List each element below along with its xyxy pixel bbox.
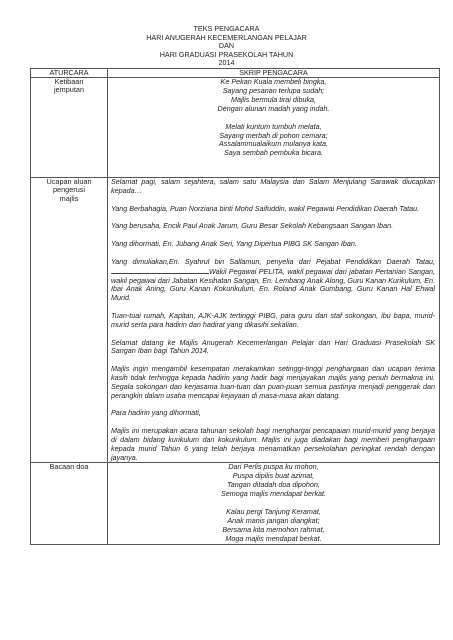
row-label-line: pengerusi xyxy=(52,185,86,195)
script-table xyxy=(30,68,440,545)
table-row xyxy=(31,178,440,463)
pantun-line: Anak manis jangan diangkat; xyxy=(227,515,320,525)
row-label-line: Ucapan aluan xyxy=(46,177,92,186)
row-label-line: majlis xyxy=(59,193,79,203)
pantun-line: Dari Perlis puspa ku mohon, xyxy=(228,462,319,472)
row-label-line: jemputan xyxy=(53,85,85,95)
document-header xyxy=(0,25,453,68)
pantun-line: Tangan ditadah doa dipohon, xyxy=(227,480,320,490)
pantun-line: Sayang pesanan terlupa sudah; xyxy=(222,85,325,95)
pantun-line: Sayang merbah di pohon cemara; xyxy=(219,130,328,140)
table-row xyxy=(31,463,440,544)
row-label xyxy=(31,78,108,178)
col-header-aturcara: ATURCARA xyxy=(31,69,108,78)
pantun-line: Semoga majlis mendapat berkat. xyxy=(220,489,327,499)
pantun-line: Dengan alunan madah yang indah. xyxy=(217,103,330,113)
pantun-line: Ke Pekan Kuala membeli bingka, xyxy=(220,77,327,86)
pantun-line: Kalau pergi Tanjung Keramat, xyxy=(226,506,321,516)
pantun-cell xyxy=(108,78,440,178)
pantun-line: Bersama kita memohon rahmat, xyxy=(222,524,325,534)
speech-paragraph: Majlis ini merupakan acara tahunan sekolah bagi menghargai pencapaian murid-murid yang berjaya di dalam bidang kurikulum dan kokurikulum. Majlis ini juga diadakan bagi memberi penghargaan kepada murid Tahun 6 yang telah berjaya menamatkan persekolahan peringkat rendah dengan jayanya. xyxy=(111,426,435,462)
header-year: 2014 xyxy=(218,58,235,68)
header-event-line1: HARI ANUGERAH KECEMERLANGAN PELAJAR xyxy=(146,32,307,42)
pantun-cell xyxy=(108,463,440,544)
row-label xyxy=(31,463,108,544)
pantun-line: Moga majlis mendapat berkat. xyxy=(225,533,322,543)
speech-paragraph: Yang dihormati, En. Jubang Anak Seri, Yang Dipertua PIBG SK Sangan Iban. xyxy=(111,239,357,249)
speech-cell xyxy=(108,178,440,463)
col-header-skrip: SKRIP PENGACARA xyxy=(108,69,440,78)
row-label-line: Ketibaan xyxy=(54,77,84,86)
speech-text: Yang dimuliakan,En. Syahrul bin Sallamun, penyelia dari Pejabat Pendidikan Daerah Tatau, xyxy=(111,256,435,266)
pantun-line: Melati kuntum tumbuh melata, xyxy=(225,121,322,131)
row-label xyxy=(31,178,108,463)
speech-paragraph: Yang berusaha, Encik Paul Anak Jarum, Guru Besar Sekolah Kebangsaan Sangan Iban. xyxy=(111,221,394,231)
speech-paragraph xyxy=(108,258,439,303)
header-event-line2: HARI GRADUASI PRASEKOLAH TAHUN xyxy=(159,49,294,59)
speech-paragraph: Para hadirin yang dihormati, xyxy=(111,408,201,418)
header-and: DAN xyxy=(218,41,235,51)
fill-in-blank xyxy=(111,267,209,274)
speech-paragraph: Selamat pagi, salam sejahtera, salam satu Malaysia dan Salam Menjulang Sarawak diucapkan kepada… xyxy=(111,177,435,195)
speech-paragraph: Majlis ingin mengambil kesempatan merakamkan setinggi-tinggi penghargaan dan ucapan terima kasih tidak terhingga kepada hadirin yang hadir bagi menjayakan majlis yang penuh bermakna ini. Segala sokongan dan kerjasama tuan-tuan dan puan-puan semua pastinya menjadi penggerak dan perangkin dalam usaha mencapai kejayaan di masa-masa akan datang. xyxy=(111,364,435,400)
pantun-line: Saya sembah pembuka bicara. xyxy=(223,148,324,158)
pantun-line: Puspa dipilis buat azimat, xyxy=(232,471,315,481)
speech-paragraph: Yang Berbahagia, Puan Norziana binti Mohd Saifuddin, wakil Pegawai Pendidikan Daerah Tatau. xyxy=(111,203,420,213)
pantun-line: Assalammualaikum mulanya kata, xyxy=(218,139,329,149)
pantun-line: Majlis bermula tirai dibuka, xyxy=(230,94,317,104)
row-label-line: Bacaan doa xyxy=(49,462,89,472)
table-row xyxy=(31,78,440,178)
speech-text: Wakil Pegawai PELITA, wakil pegawai dari jabatan Pertanian Sangan, wakil pegawai dari Jabatan Kesihatan Sangan, En. Lembang Anak Along, Guru Kanan Kurikulum, En. Ibai Anak Aning, Guru Kanan Kokurikulum, En. Roland Anak Gumbang, Guru Kanan Hal Ehwal Murid. xyxy=(111,266,435,303)
header-title: TEKS PENGACARA xyxy=(193,24,260,33)
speech-paragraph: Selamat datang ke Majlis Anugerah Kecemerlangan Pelajar dan Hari Graduasi Prasekolah SK Sangan Iban bagi Tahun 2014. xyxy=(111,337,435,356)
speech-paragraph: Tuan-tuai rumah, Kapitan, AJK-AJK tertinggi PIBG, para guru dan staf sokongan, ibu bapa, murid-murid serta para hadirin dan hadirat yang dikasihi sekalian. xyxy=(111,310,435,329)
